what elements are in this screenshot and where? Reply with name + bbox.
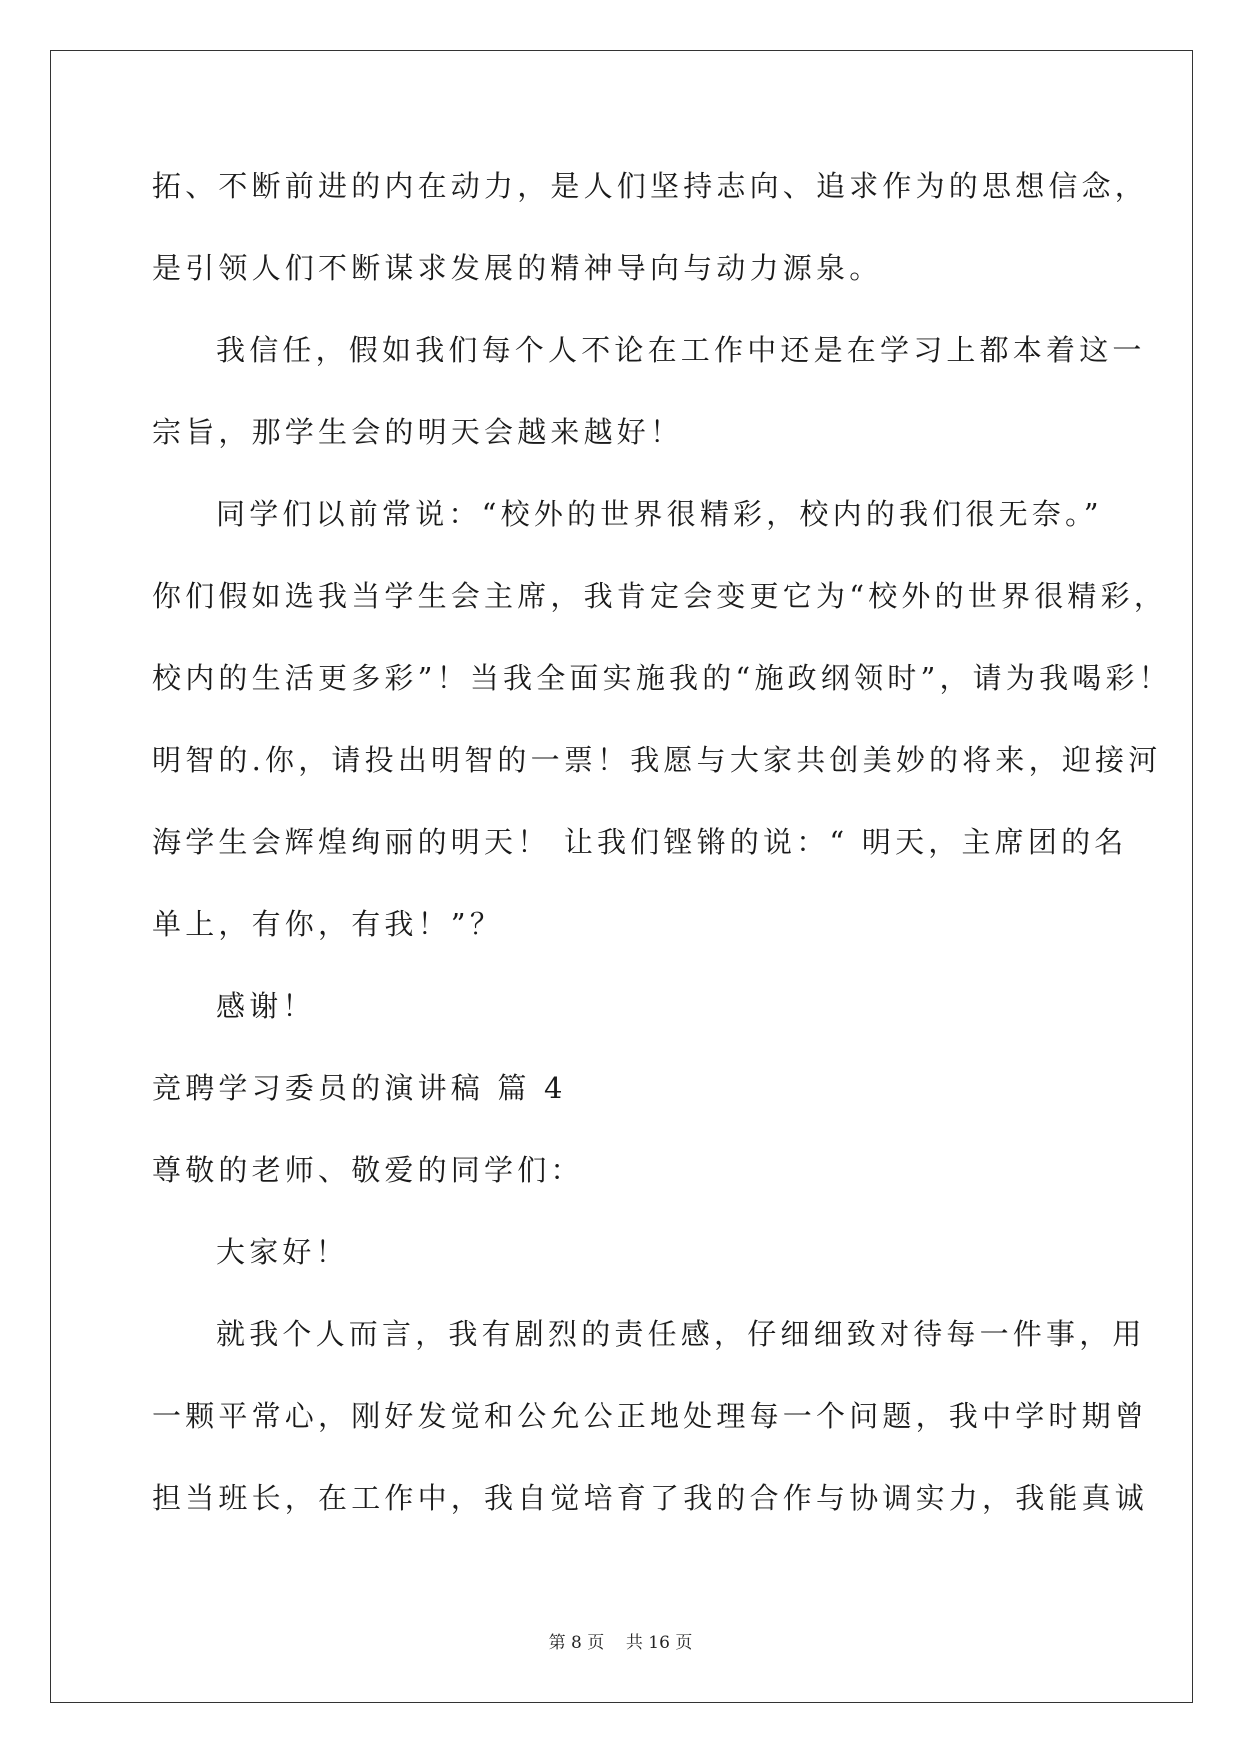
text-line: 宗旨，那学生会的明天会越来越好！ [152, 415, 684, 449]
document-body [152, 145, 1172, 1539]
paragraph-start: 就我个人而言，我有剧烈的责任感，仔细细致对待每一件事，用 [216, 1317, 1146, 1351]
closing-thanks: 感谢！ [216, 989, 316, 1023]
text-line: 是引领人们不断谋求发展的精神导向与动力源泉。 [152, 251, 883, 285]
section-title: 竞聘学习委员的演讲稿 篇 4 [152, 1071, 567, 1105]
text-line: 单上，有你，有我！”？ [152, 907, 504, 941]
page-footer [0, 1628, 1241, 1653]
text-line: 明智的.你，请投出明智的一票！我愿与大家共创美妙的将来，迎接河 [152, 743, 1162, 777]
text-line: 海学生会辉煌绚丽的明天！ 让我们铿锵的说：“ 明天，主席团的名 [152, 825, 1128, 859]
salutation: 尊敬的老师、敬爱的同学们： [152, 1153, 584, 1187]
greeting: 大家好！ [216, 1235, 349, 1269]
page-number: 第 8 页 共 16 页 [548, 1633, 693, 1653]
text-line: 一颗平常心，刚好发觉和公允公正地处理每一个问题，我中学时期曾 [152, 1399, 1149, 1433]
paragraph-start: 我信任，假如我们每个人不论在工作中还是在学习上都本着这一 [216, 333, 1146, 367]
text-line: 校内的生活更多彩”！当我全面实施我的“施政纲领时”，请为我喝彩！ [152, 661, 1172, 695]
text-line: 你们假如选我当学生会主席，我肯定会变更它为“校外的世界很精彩， [152, 579, 1168, 613]
paragraph-start: 同学们以前常说：“校外的世界很精彩，校内的我们很无奈。” [216, 497, 1103, 531]
text-line: 拓、不断前进的内在动力，是人们坚持志向、追求作为的思想信念， [152, 169, 1149, 203]
text-line: 担当班长，在工作中，我自觉培育了我的合作与协调实力，我能真诚 [152, 1481, 1149, 1515]
